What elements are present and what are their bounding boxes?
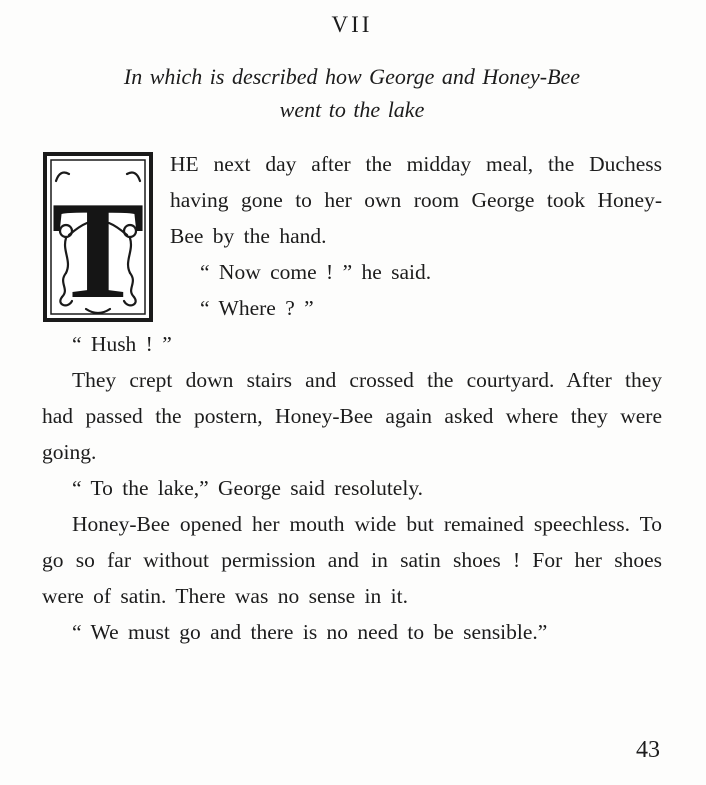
paragraph-dialog: “ Now come ! ” he said. bbox=[200, 260, 432, 284]
dropcap-initial-illustration bbox=[42, 151, 154, 323]
dropcap-woodcut-icon bbox=[42, 151, 154, 323]
chapter-subtitle-line1: In which is described how George and Honey-Bee bbox=[123, 64, 581, 89]
dropcap-letter: T bbox=[51, 173, 145, 323]
chapter-body bbox=[42, 146, 662, 650]
paragraph-opening: HE next day after the midday meal, the Duchess having gone to her own room George took Honey-Bee by the hand. bbox=[170, 152, 662, 248]
paragraph: Honey-Bee opened her mouth wide but remained speechless. To go so far without permission and in satin shoes ! For her shoes were of satin. There was no sense in it. bbox=[42, 512, 662, 608]
chapter-subtitle bbox=[42, 60, 662, 126]
chapter-subtitle-line2: went to the lake bbox=[279, 97, 425, 122]
paragraph-dialog: “ To the lake,” George said resolutely. bbox=[72, 476, 424, 500]
paragraph: They crept down stairs and crossed the courtyard. After they had passed the postern, Honey-Bee again asked where they were going. bbox=[42, 368, 662, 464]
page-number: 43 bbox=[636, 737, 660, 763]
paragraph-dialog: “ Where ? ” bbox=[200, 296, 314, 320]
paragraph-dialog: “ We must go and there is no need to be sensible.” bbox=[72, 620, 548, 644]
paragraph-dialog: “ Hush ! ” bbox=[72, 332, 172, 356]
chapter-number: VII bbox=[331, 12, 373, 37]
